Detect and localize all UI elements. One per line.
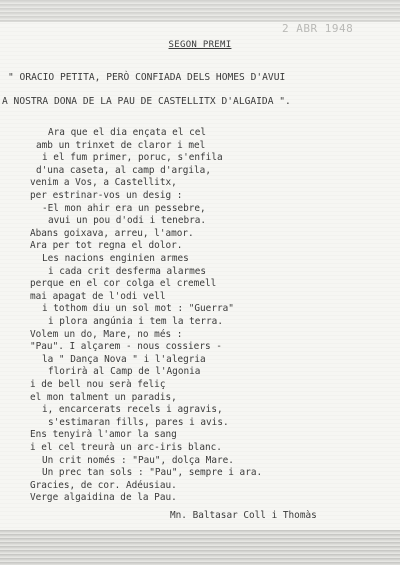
poem-line: i plora angúnia i tem la terra. — [48, 316, 223, 327]
poem-title-line-2: A NOSTRA DONA DE LA PAU DE CASTELLITX D'ALGAIDA ". — [2, 96, 291, 107]
poem-line: Volem un do, Mare, no més : — [30, 328, 183, 340]
poem-line: Un crit només : "Pau", dolça Mare. — [42, 454, 234, 466]
poem-line: -El mon ahir era un pessebre, — [42, 202, 206, 214]
poem-line: Verge algaidina de la Pau. — [30, 492, 177, 504]
prize-heading — [0, 40, 400, 50]
poem-line: d'una caseta, al camp d'argila, — [36, 164, 211, 176]
poem-line: i, encarcerats recels i agravis, — [42, 404, 223, 416]
poem-line: i de bell nou serà feliç — [30, 379, 166, 390]
scan-band-top — [0, 0, 400, 22]
poem-line: avui un pou d'odi i tenebra. — [48, 215, 207, 227]
poem-line: Gracies, de cor. Adéusiau. — [30, 479, 177, 491]
poem-line: la " Dança Nova " i l'alegria — [42, 353, 206, 365]
poem-line: s'estimaran fills, pares i avis. — [48, 416, 229, 428]
poem-line: i el fum primer, poruc, s'enfila — [42, 152, 223, 164]
poem-line: florirà al Camp de l'Agonia — [48, 366, 201, 378]
poem-line: Un prec tan sols : "Pau", sempre i ara. — [42, 467, 263, 479]
poem-line: Les nacions enginien armes — [42, 253, 189, 264]
prize-heading-text: SEGON PREMI — [168, 40, 232, 50]
poem-line: Abans goixava, arreu, l'amor. — [30, 227, 194, 239]
poem-line: per estrinar-vos un desig : — [30, 190, 183, 201]
date-stamp: 2 ABR 1948 — [282, 22, 354, 35]
poem-line: amb un trinxet de claror i mel — [36, 139, 206, 151]
scan-band-bottom — [0, 530, 400, 565]
poem-line: i tothom diu un sol mot : "Guerra" — [42, 303, 234, 315]
poem-line: venim a Vos, a Castellitx, — [30, 177, 177, 189]
poem-line: Ara que el dia ençata el cel — [48, 127, 207, 138]
poem-line: mai apagat de l'odi vell — [30, 290, 166, 302]
poem-title-line-1: " ORACIO PETITA, PERÒ CONFIADA DELS HOMES D'AVUI — [8, 72, 286, 83]
poem-line: i el cel treurà un arc-iris blanc. — [30, 442, 222, 453]
poem-author: Mn. Baltasar Coll i Thomàs — [170, 510, 317, 521]
poem-line: "Pau". I alçarem - nous cossiers - — [30, 341, 222, 353]
poem-line: i cada crit desferma alarmes — [48, 265, 207, 277]
poem-line: Ens tenyirà l'amor la sang — [30, 429, 177, 441]
poem-line: Ara per tot regna el dolor. — [30, 240, 183, 252]
poem-line: perque en el cor colga el cremell — [30, 278, 217, 290]
poem-line: el mon talment un paradis, — [30, 391, 177, 403]
